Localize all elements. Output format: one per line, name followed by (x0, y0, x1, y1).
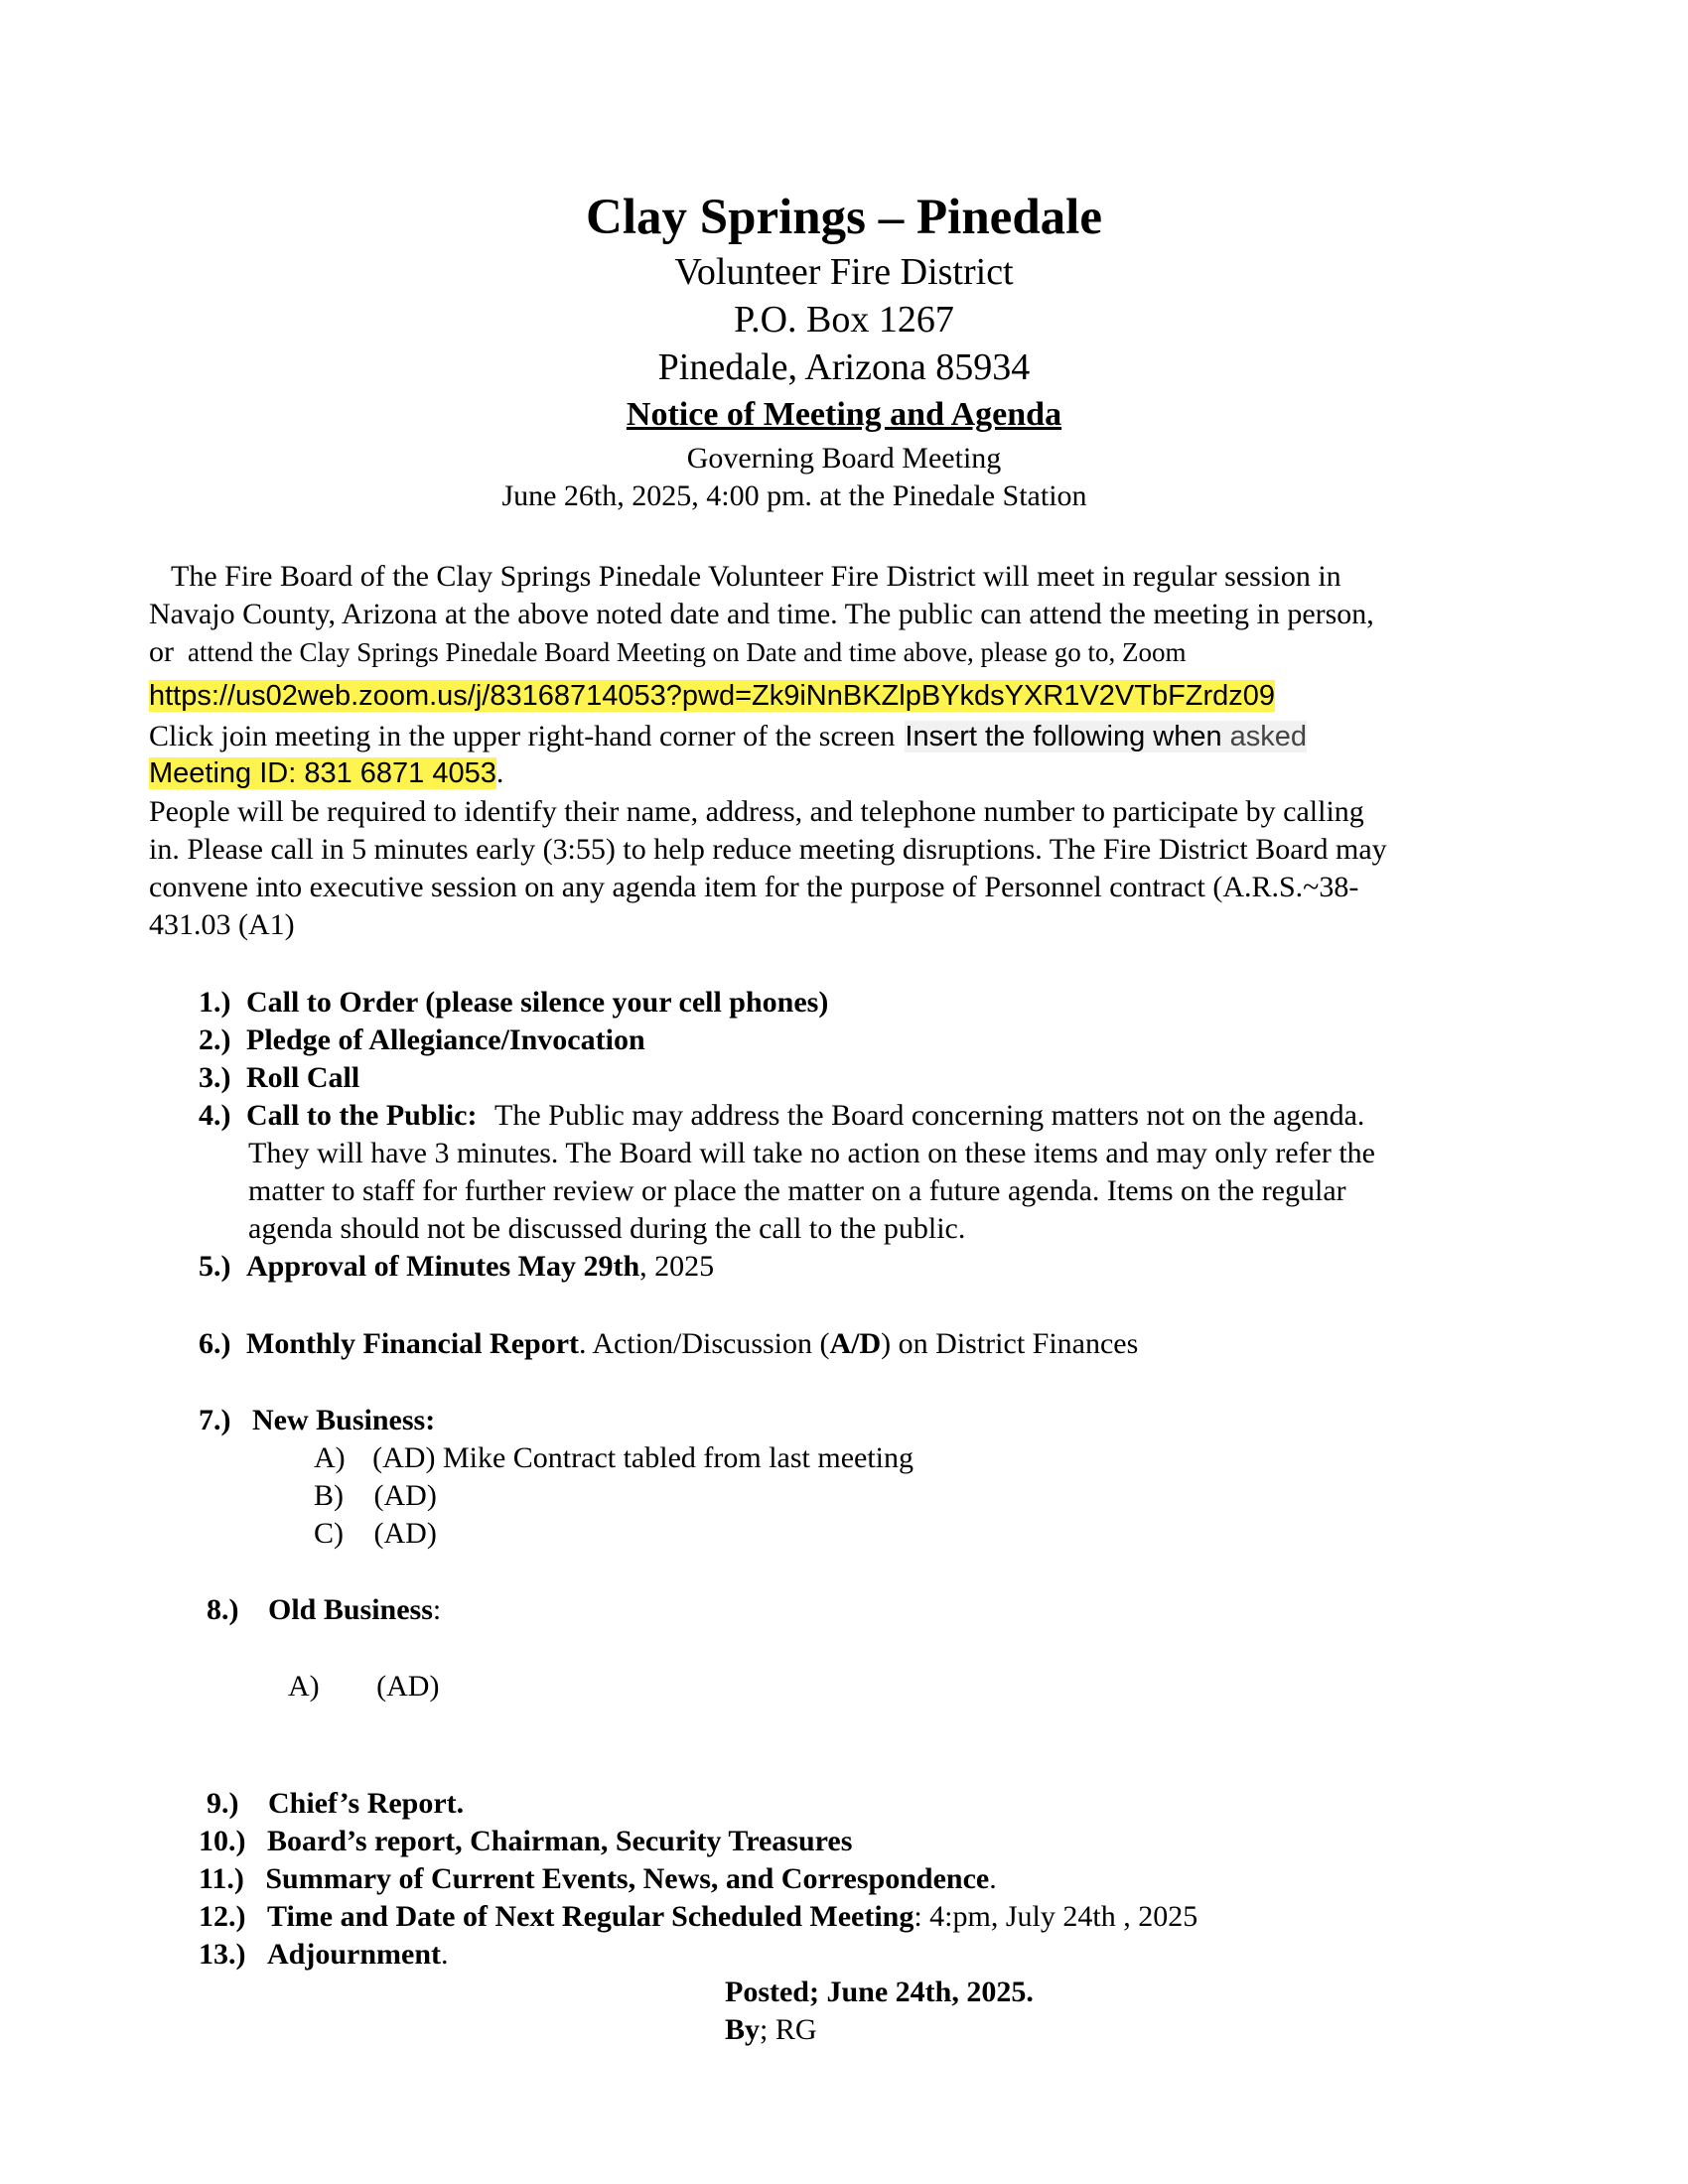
agenda-title: Roll Call (246, 1061, 360, 1094)
by-label: By (725, 2013, 761, 2046)
agenda-title: New Business: (252, 1404, 436, 1436)
zoom-link[interactable]: https://us02web.zoom.us/j/83168714053?pwd=Zk9iNnBKZlpBYkdsYXR1V2VTbFZrdz09 (149, 680, 1276, 712)
by-name: ; RG (760, 2013, 817, 2046)
agenda-item-5 (199, 1250, 714, 1284)
intro-line-3-prefix: or (149, 635, 174, 668)
agenda-text: . (441, 1938, 449, 1971)
meeting-type: Governing Board Meeting (686, 442, 1002, 475)
agenda-title: Summary of Current Events, News, and Correspondence (265, 1862, 990, 1895)
intro-line-3-rest: attend the Clay Springs Pinedale Board Meeting on Date and time above, please go to, Zoom (188, 637, 1187, 667)
intro-line-3 (149, 635, 1187, 669)
agenda-item-4-line-2: They will have 3 minutes. The Board will take no action on these items and may only refer the (248, 1137, 1375, 1169)
zoom-link-line (149, 680, 1275, 713)
join-instructions (149, 720, 1307, 753)
agenda-text-bold: A/D (829, 1327, 882, 1360)
participation-line-1: People will be required to identify their name, address, and telephone number to participate by calling (149, 795, 1364, 828)
intro-line-2: Navajo County, Arizona at the above noted date and time. The public can attend the meeting in person, (149, 598, 1374, 630)
posted-by (725, 2013, 817, 2047)
agenda-title: Chief’s Report. (268, 1787, 465, 1820)
agenda-text: , 2025 (639, 1250, 715, 1283)
sub-item-text: (AD) (373, 1517, 437, 1550)
agenda-item-10 (199, 1825, 852, 1858)
agenda-text: ) on District Finances (881, 1327, 1139, 1360)
agenda-title: Approval of Minutes May 29th (246, 1250, 640, 1283)
agenda-num: 9.) (207, 1787, 239, 1820)
agenda-item-1 (199, 986, 828, 1020)
agenda-num: 5.) (199, 1250, 231, 1283)
new-business-a (314, 1441, 914, 1475)
participation-line-4: 431.03 (A1) (149, 908, 295, 941)
agenda-title: Time and Date of Next Regular Scheduled Meeting (267, 1900, 914, 1933)
meeting-date: June 26th, 2025, 4:00 pm. at the Pinedale Station (501, 479, 1087, 512)
agenda-text: . (989, 1862, 997, 1895)
intro-line-1: The Fire Board of the Clay Springs Pinedale Volunteer Fire District will meet in regular session in (171, 560, 1341, 593)
agenda-text: : 4:pm, July 24th , 2025 (914, 1900, 1198, 1933)
agenda-item-4-line-3: matter to staff for further review or place the matter on a future agenda. Items on the regular (248, 1174, 1346, 1207)
agenda-num: 3.) (199, 1061, 231, 1094)
participation-line-3: convene into executive session on any agenda item for the purpose of Personnel contract (A.R.S.~38- (149, 871, 1359, 903)
sub-item-letter: A) (288, 1670, 320, 1703)
sub-item-letter: B) (314, 1479, 344, 1512)
new-business-c (314, 1517, 437, 1551)
sub-item-text: (AD) (373, 1479, 437, 1512)
agenda-item-7 (199, 1404, 435, 1437)
agenda-title: Adjournment (267, 1938, 442, 1971)
district-subtitle: Volunteer Fire District (674, 251, 1014, 293)
sub-item-letter: C) (314, 1517, 344, 1550)
agenda-item-4-line-4: agenda should not be discussed during the call to the public. (248, 1212, 966, 1245)
agenda-num: 12.) (199, 1900, 246, 1933)
agenda-title: Pledge of Allegiance/Invocation (246, 1024, 645, 1056)
district-title: Clay Springs – Pinedale (586, 190, 1102, 245)
agenda-item-6 (199, 1327, 1138, 1361)
old-business-a (288, 1670, 439, 1704)
agenda-title: Call to Order (please silence your cell phones) (246, 986, 829, 1019)
agenda-item-11 (199, 1862, 997, 1896)
agenda-text: : (432, 1593, 442, 1626)
agenda-text: . Action/Discussion ( (579, 1327, 830, 1360)
join-text: Click join meeting in the upper right-hand corner of the screen (149, 720, 896, 752)
meeting-id: Meeting ID: 831 6871 4053 (149, 757, 496, 789)
meeting-id-line (149, 756, 503, 790)
agenda-num: 11.) (199, 1862, 244, 1895)
agenda-title: Board’s report, Chairman, Security Treasures (267, 1825, 853, 1857)
posted-date: Posted; June 24th, 2025. (725, 1976, 1034, 2008)
new-business-b (314, 1479, 437, 1513)
agenda-item-4 (199, 1099, 1364, 1133)
agenda-item-9 (207, 1787, 464, 1821)
agenda-item-3 (199, 1061, 359, 1095)
sub-item-text: (AD) (376, 1670, 440, 1703)
agenda-item-2 (199, 1024, 645, 1057)
agenda-num: 4.) (199, 1099, 231, 1132)
insert-text: Insert the following when (905, 721, 1222, 752)
agenda-item-13 (199, 1938, 449, 1972)
agenda-num: 1.) (199, 986, 231, 1019)
agenda-num: 8.) (207, 1593, 239, 1626)
agenda-num: 6.) (199, 1327, 231, 1360)
asked-text: asked (1222, 721, 1307, 752)
agenda-item-8 (207, 1593, 441, 1627)
agenda-item-12 (199, 1900, 1197, 1934)
meeting-id-period: . (495, 756, 504, 789)
sub-item-letter: A) (314, 1441, 346, 1474)
participation-line-2: in. Please call in 5 minutes early (3:55) to help reduce meeting disruptions. The Fire District Board may (149, 833, 1387, 866)
agenda-num: 2.) (199, 1024, 231, 1056)
city-state-zip: Pinedale, Arizona 85934 (657, 346, 1031, 388)
agenda-num: 7.) (199, 1404, 231, 1436)
agenda-title: Monthly Financial Report (246, 1327, 579, 1360)
agenda-title: Old Business (268, 1593, 433, 1626)
agenda-title: Call to the Public: (246, 1099, 478, 1132)
po-box: P.O. Box 1267 (734, 299, 954, 341)
agenda-text: The Public may address the Board concerning matters not on the agenda. (494, 1099, 1365, 1132)
agenda-num: 13.) (199, 1938, 246, 1971)
notice-heading: Notice of Meeting and Agenda (626, 396, 1062, 433)
agenda-num: 10.) (199, 1825, 246, 1857)
sub-item-text: (AD) Mike Contract tabled from last meeting (372, 1441, 914, 1474)
